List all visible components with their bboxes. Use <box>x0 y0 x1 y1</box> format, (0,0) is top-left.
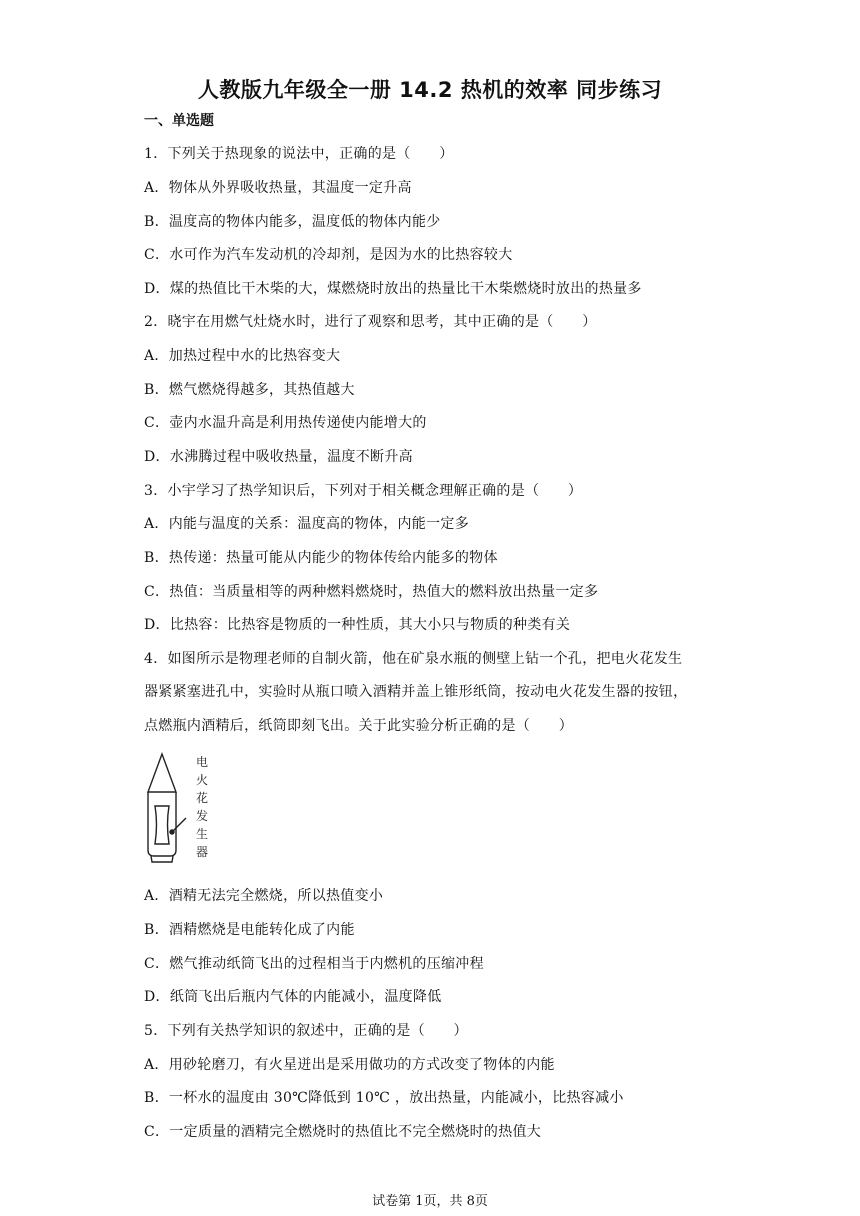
paper-cone-shape <box>148 754 176 792</box>
question-1-option-b: B．温度高的物体内能多，温度低的物体内能少 <box>144 214 441 230</box>
page-footer: 试卷第 1页，共 8页 <box>372 1194 488 1209</box>
question-4-stem-line-1: 4．如图所示是物理老师的自制火箭，他在矿泉水瓶的侧壁上钻一个孔，把电火花发生 <box>144 651 683 667</box>
question-2-option-b: B．燃气燃烧得越多，其热值越大 <box>144 382 355 398</box>
figure-label-char-2: 火 <box>196 773 209 787</box>
question-2-stem: 2．晓宇在用燃气灶烧水时，进行了观察和思考，其中正确的是（ ） <box>144 314 597 330</box>
bottle-inner-shape <box>155 806 169 844</box>
rocket-bottle-figure <box>144 752 224 870</box>
question-4-option-b: B．酒精燃烧是电能转化成了内能 <box>144 922 355 938</box>
question-1-option-a: A．物体从外界吸收热量，其温度一定升高 <box>144 180 412 196</box>
question-5-option-c: C．一定质量的酒精完全燃烧时的热值比不完全燃烧时的热值大 <box>144 1124 542 1140</box>
question-4-option-a: A．酒精无法完全燃烧，所以热值变小 <box>144 888 384 904</box>
question-2-option-a: A．加热过程中水的比热容变大 <box>144 348 341 364</box>
page-title: 人教版九年级全一册 14.2 热机的效率 同步练习 <box>197 78 663 102</box>
question-4-stem-line-3: 点燃瓶内酒精后，纸筒即刻飞出。关于此实验分析正确的是（ ） <box>144 718 573 734</box>
bottle-body-shape <box>148 792 176 856</box>
question-1-option-d: D．煤的热值比干木柴的大，煤燃烧时放出的热量比干木柴燃烧时放出的热量多 <box>144 281 642 297</box>
question-3-stem: 3．小宇学习了热学知识后，下列对于相关概念理解正确的是（ ） <box>144 483 583 499</box>
question-3-option-a: A．内能与温度的关系：温度高的物体，内能一定多 <box>144 516 470 532</box>
figure-label-char-5: 生 <box>196 827 209 841</box>
question-1-option-c: C．水可作为汽车发动机的冷却剂，是因为水的比热容较大 <box>144 247 513 263</box>
question-3-option-d: D．比热容：比热容是物质的一种性质，其大小只与物质的种类有关 <box>144 617 571 633</box>
figure-label-char-6: 器 <box>196 845 209 859</box>
question-4-stem-line-2: 器紧紧塞进孔中，实验时从瓶口喷入酒精并盖上锥形纸筒，按动电火花发生器的按钮， <box>144 684 688 700</box>
question-4-option-c: C．燃气推动纸筒飞出的过程相当于内燃机的压缩冲程 <box>144 956 484 972</box>
question-3-option-c: C．热值：当质量相等的两种燃料燃烧时，热值大的燃料放出热量一定多 <box>144 584 599 600</box>
figure-label-char-1: 电 <box>196 755 209 769</box>
question-4-option-d: D．纸筒飞出后瓶内气体的内能减小，温度降低 <box>144 989 442 1005</box>
question-5-stem: 5．下列有关热学知识的叙述中，正确的是（ ） <box>144 1023 468 1039</box>
question-1-stem: 1．下列关于热现象的说法中，正确的是（ ） <box>144 146 454 162</box>
section-heading: 一、单选题 <box>144 113 214 129</box>
leader-line <box>172 818 186 832</box>
question-5-option-b: B．一杯水的温度由 30℃降低到 10℃ ，放出热量，内能减小，比热容减小 <box>144 1090 624 1106</box>
question-2-option-d: D．水沸腾过程中吸收热量，温度不断升高 <box>144 449 413 465</box>
figure-label-char-4: 发 <box>196 809 209 823</box>
question-2-option-c: C．壶内水温升高是利用热传递使内能增大的 <box>144 415 427 431</box>
figure-label-char-3: 花 <box>196 791 209 805</box>
question-3-option-b: B．热传递：热量可能从内能少的物体传给内能多的物体 <box>144 550 498 566</box>
question-5-option-a: A．用砂轮磨刀，有火星迸出是采用做功的方式改变了物体的内能 <box>144 1057 555 1073</box>
